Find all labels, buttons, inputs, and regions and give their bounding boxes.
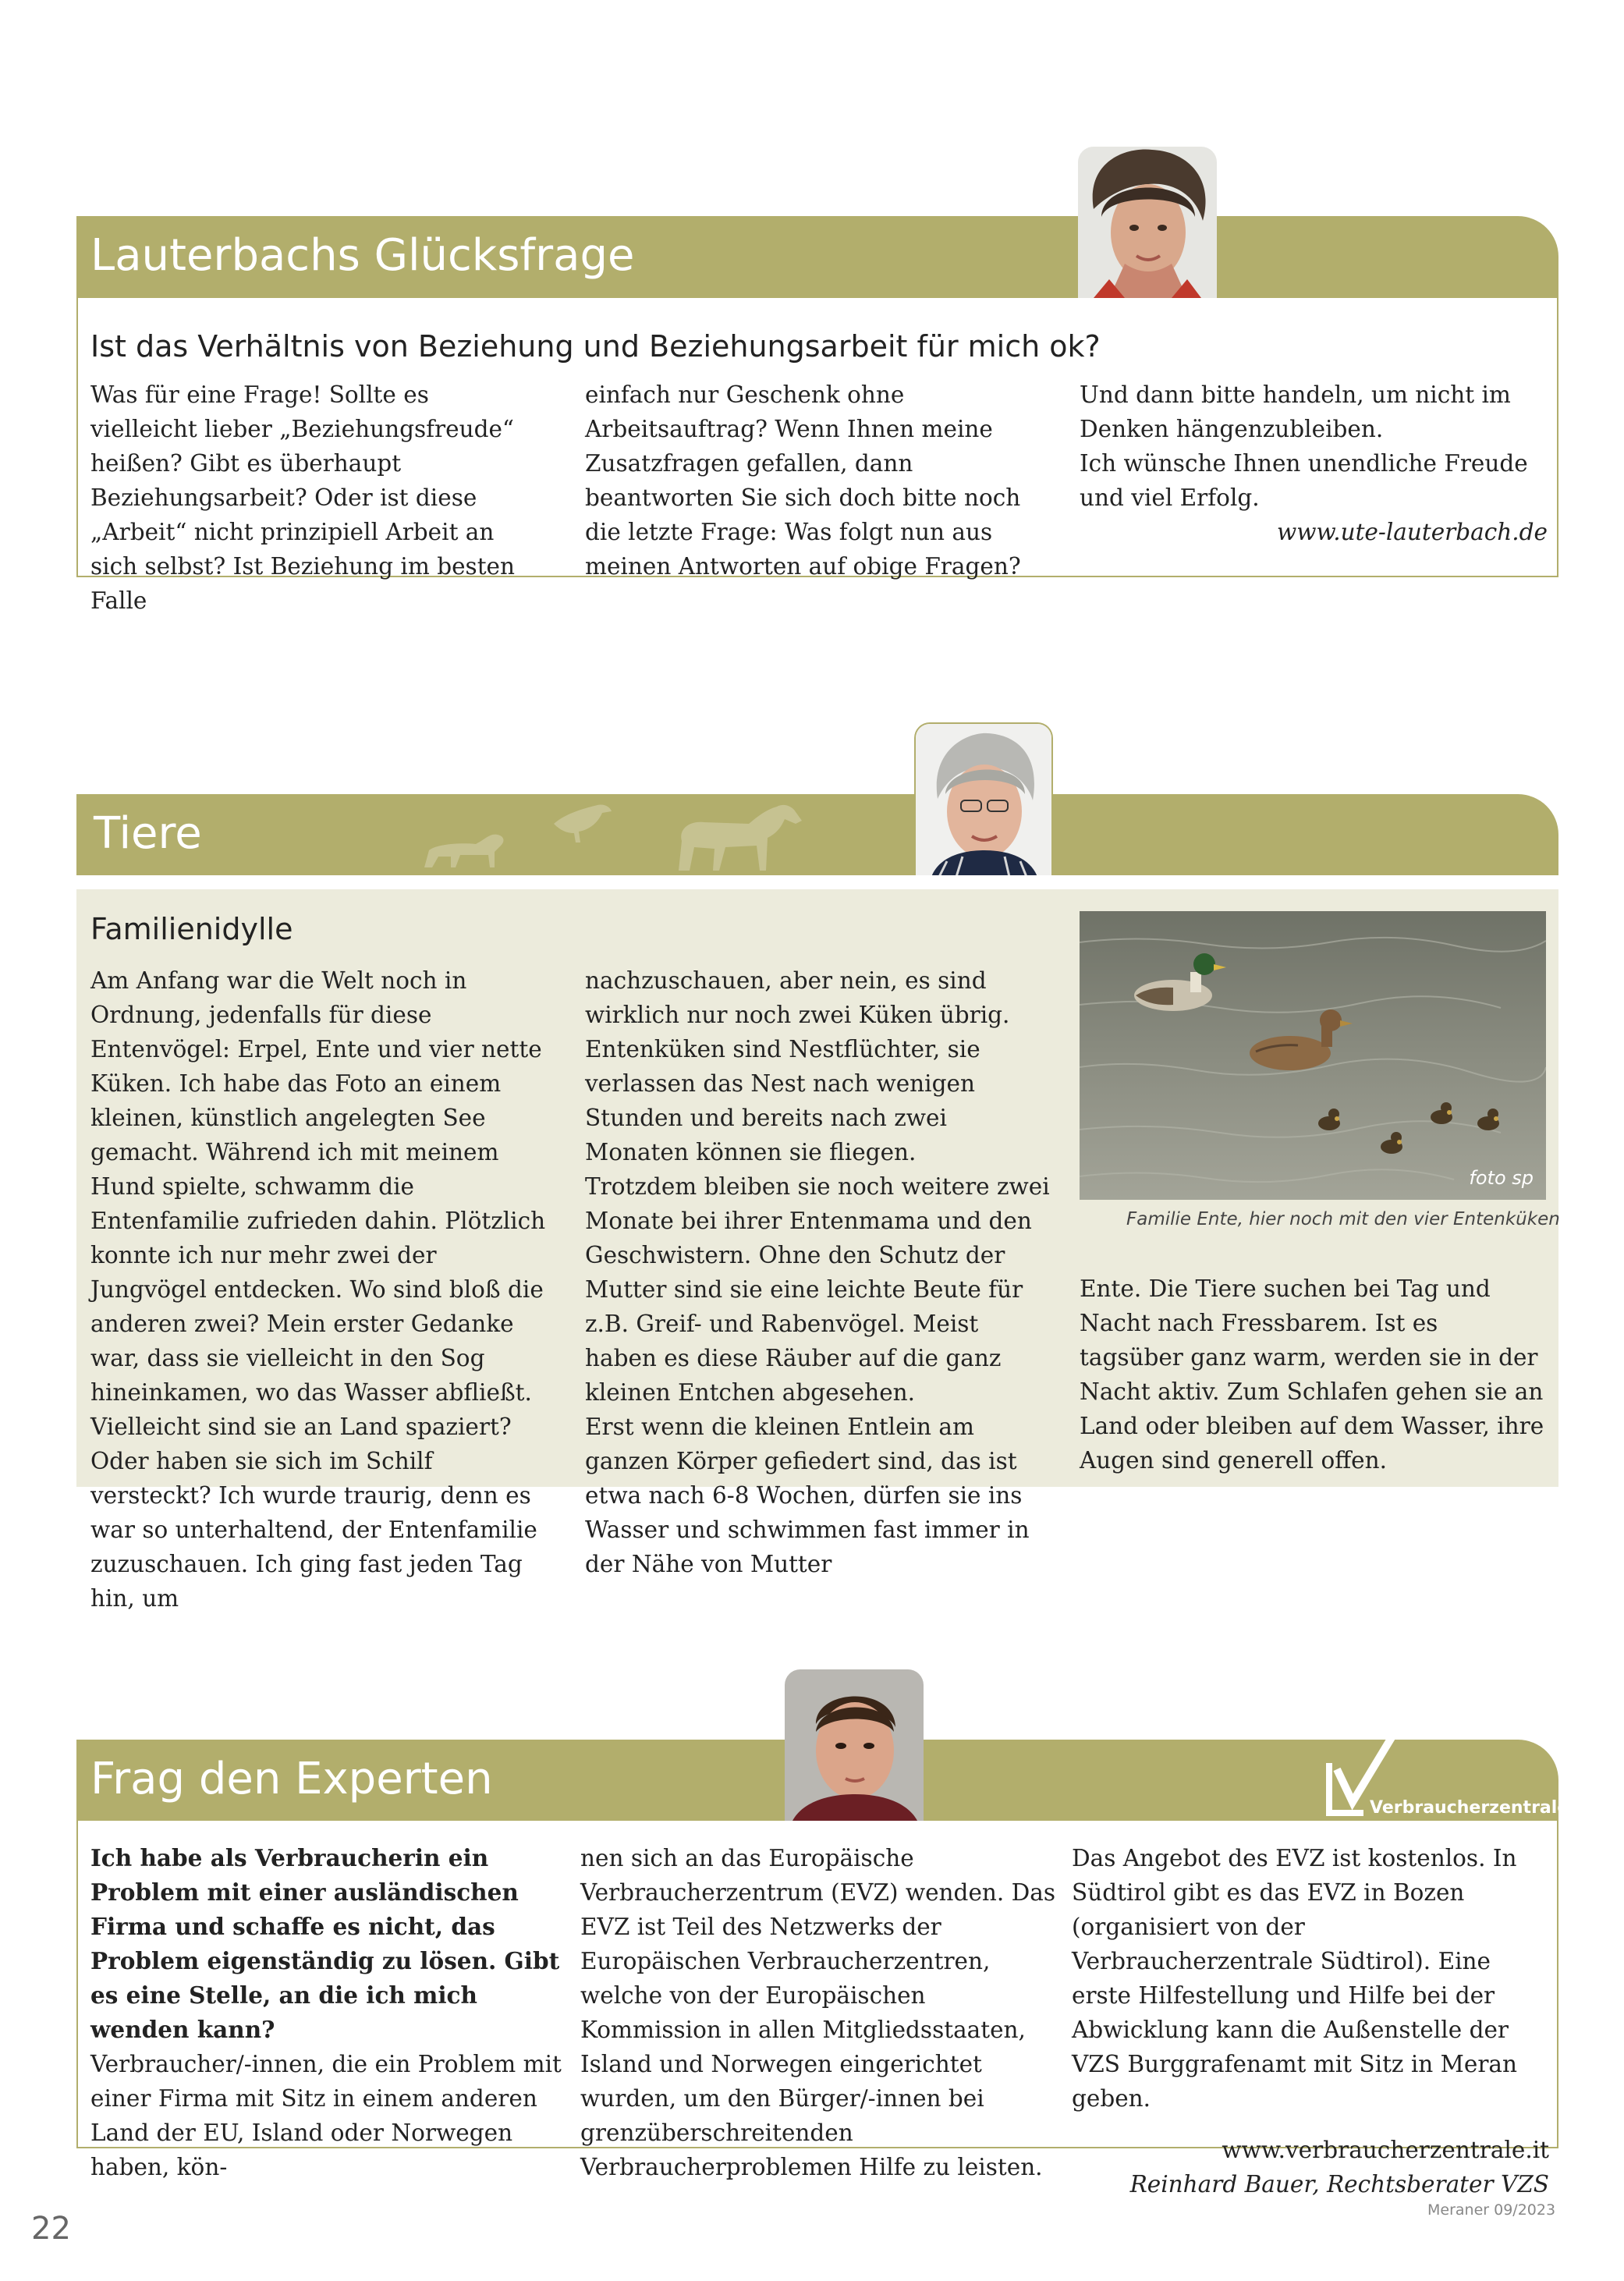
paragraph: Entenküken sind Nestflüchter, sie verlassen das Nest nach wenigen Stunden und bereits nach zwei Monaten können sie fliegen. [585,1036,980,1165]
paragraph: Ich wünsche Ihnen unendliche Freude und viel Erfolg. [1080,450,1528,511]
text-column-3 [1072,1841,1549,2201]
expert-signature: Reinhard Bauer, Rechtsberater VZS [1129,2171,1549,2198]
paragraph: Erst wenn die kleinen Entlein am ganzen Körper gefiedert sind, das ist etwa nach 6-8 Wochen, dürfen sie ins Wasser und schwimmen fast immer in der Nähe von Mutter [585,1414,1030,1577]
paragraph: nen sich an das Europäische Verbraucherzentrum (EVZ) wenden. Das EVZ ist Teil des Netzwerks der Europäischen Verbraucherzentren, welche von der Europäischen Kommission in allen Mitgliedsstaaten, Island und Norwegen eingerichtet wurden, um den Bürger/-innen bei grenzüberschreitenden Verbraucherproblemen Hilfe zu leisten. [580,1845,1056,2180]
photo-credit: foto sp [1469,1167,1534,1189]
expert-website: www.verbraucherzentrale.it [1222,2137,1549,2163]
paragraph: Trotzdem bleiben sie noch weitere zwei Monate bei ihrer Entenmama und den Geschwistern. Ohne den Schutz der Mutter sind sie eine leichte Beute für z.B. Greif- und Rabenvögel. Meist haben es diese Räuber auf die ganz kleinen Entchen abgesehen. [585,1173,1050,1406]
paragraph: nachzuschauen, aber nein, es sind wirklich nur noch zwei Küken übrig. [585,967,1010,1028]
section-title: Lauterbachs Glücksfrage [90,230,635,281]
section-header-bar [76,794,1558,875]
issue-label: Meraner 09/2023 [1427,2201,1556,2219]
section-title: Tiere [94,808,202,859]
reader-question: Ich habe als Verbraucherin ein Problem mit einer ausländischen Firma und schaffe es nicht, das Problem eigenständig zu lösen. Gibt es eine Stelle, an die ich mich wenden kann? [90,1844,560,2043]
paragraph: Und dann bitte handeln, um nicht im Denken hängenzubleiben. [1080,381,1511,442]
section-title: Frag den Experten [90,1754,493,1804]
photo-caption: Familie Ente, hier noch mit den vier Entenküken [1126,1209,1560,1229]
text-column-3 [1080,378,1548,549]
paragraph: Was für eine Frage! Sollte es vielleicht lieber „Beziehungsfreude“ heißen? Gibt es überhaupt Beziehungsarbeit? Oder ist diese „Arbeit“ nicht prinzipiell Arbeit an sich selbst? Ist Beziehung im besten Falle [90,381,516,614]
question-heading: Ist das Verhältnis von Beziehung und Beziehungsarbeit für mich ok? [90,329,1101,364]
text-column-1 [90,378,535,618]
text-column-3 [1080,1272,1548,1478]
animal-silhouettes-icon [413,789,803,877]
text-column-2 [585,378,1030,584]
author-portrait [1078,147,1217,298]
paragraph: einfach nur Geschenk ohne Arbeitsauftrag? Wenn Ihnen meine Zusatzfragen gefallen, dann beantworten Sie sich doch bitte noch die letzte Frage: Was folgt nun aus meinen Antworten auf obige Fragen? [585,381,1021,580]
paragraph: Ente. Die Tiere suchen bei Tag und Nacht nach Fressbarem. Ist es tagsüber ganz warm, werden sie in der Nacht aktiv. Zum Schlafen gehen sie an Land oder bleiben auf dem Wasser, ihre Augen sind generell offen. [1080,1275,1544,1474]
text-column-2 [580,1841,1064,2184]
text-column-2 [585,963,1053,1581]
author-portrait [914,722,1053,875]
text-column-1 [90,1841,566,2184]
author-website: www.ute-lauterbach.de [1276,519,1548,545]
duck-family-photo [1080,911,1546,1200]
paragraph: Am Anfang war die Welt noch in Ordnung, jedenfalls für diese Entenvögel: Erpel, Ente und vier nette Küken. Ich habe das Foto an einem kleinen, künstlich angelegten See gemacht. Während ich mit meinem Hund spielte, schwamm die Entenfamilie zufrieden dahin. Plötzlich konnte ich nur mehr zwei der Jungvögel entdecken. Wo sind bloß die anderen zwei? Mein erster Gedanke war, dass sie vielleicht in den Sog hineinkamen, wo das Wasser abfließt. Vielleicht sind sie an Land spaziert? Oder haben sie sich im Schilf versteckt? Ich wurde traurig, denn es war so unterhaltend, der Entenfamilie zuzuschauen. Ich ging fast jeden Tag hin, um [90,967,546,1612]
paragraph: Das Angebot des EVZ ist kostenlos. In Südtirol gibt es das EVZ in Bozen (organisiert von der Verbraucherzentrale Südtirol). Eine erste Hilfestellung und Hilfe bei der Abwicklung kann die Außenstelle der VZS Burggrafenamt mit Sitz in Meran geben. [1072,1845,1518,2112]
logo-text: Verbraucherzentrale [1370,1798,1569,1818]
text-column-1 [90,963,558,1616]
author-portrait [785,1669,924,1821]
article-heading: Familienidylle [90,912,293,946]
page-number: 22 [31,2211,71,2247]
paragraph: Verbraucher/-innen, die ein Problem mit einer Firma mit Sitz in einem anderen Land der EU, Island oder Norwegen haben, kön- [90,2051,562,2180]
verbraucherzentrale-logo [1326,1740,1569,1821]
